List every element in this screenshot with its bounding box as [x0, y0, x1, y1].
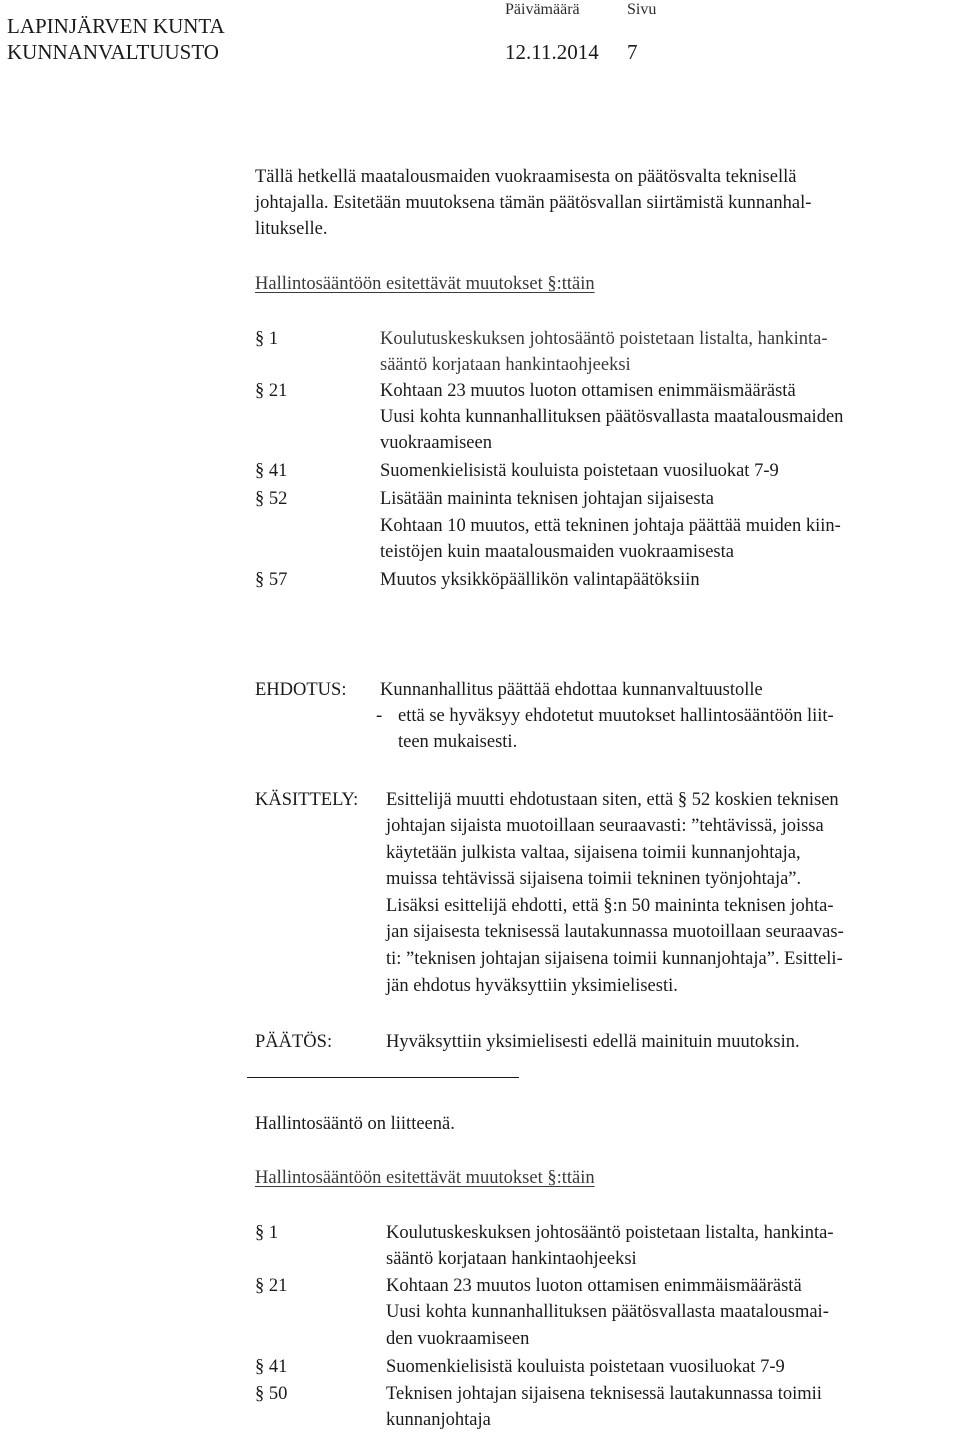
handling-line: jän ehdotus hyväksyttiin yksimielisesti. [386, 976, 678, 996]
section-number: § 41 [255, 1357, 288, 1377]
council-name: KUNNANVALTUUSTO [7, 40, 219, 64]
intro-line: Tällä hetkellä maatalousmaiden vuokraamisesta on päätösvalta teknisellä [255, 167, 797, 187]
change-line: Muutos yksikköpäällikön valintapäätöksiin [380, 570, 700, 590]
handling-line: Esittelijä muutti ehdotustaan siten, että § 52 koskien teknisen [386, 790, 839, 810]
change-line: sääntö korjataan hankintaohjeeksi [380, 355, 631, 375]
proposal-label: EHDOTUS: [255, 680, 347, 700]
change-line: den vuokraamiseen [386, 1329, 530, 1349]
change-line: teistöjen kuin maatalousmaiden vuokraamisesta [380, 542, 734, 562]
changes-heading: Hallintosääntöön esitettävät muutokset §:ttäin [255, 274, 595, 294]
proposal-text: Kunnanhallitus päättää ehdottaa kunnanvaltuustolle [380, 680, 763, 700]
section-number: § 21 [255, 1276, 288, 1296]
change-line: sääntö korjataan hankintaohjeeksi [386, 1249, 637, 1269]
proposal-item-line: teen mukaisesti. [398, 732, 518, 752]
handling-line: käytetään julkista valtaa, sijaisena toimii kunnanjohtaja, [386, 843, 801, 863]
change-line: Kohtaan 23 muutos luoton ottamisen enimmäismäärästä [380, 381, 796, 401]
change-line: vuokraamiseen [380, 433, 492, 453]
decision-text: Hyväksyttiin yksimielisesti edellä mainituin muutoksin. [386, 1032, 800, 1052]
section-number: § 50 [255, 1384, 288, 1404]
attachment-note: Hallintosääntö on liitteenä. [255, 1114, 455, 1134]
change-line: kunnanjohtaja [386, 1410, 491, 1430]
page-label: Sivu [627, 1, 657, 18]
date-label: Päivämäärä [505, 1, 580, 18]
change-line: Lisätään maininta teknisen johtajan sijaisesta [380, 489, 714, 509]
section-number: § 21 [255, 381, 288, 401]
municipality-name: LAPINJÄRVEN KUNTA [7, 14, 225, 38]
handling-line: Lisäksi esittelijä ehdotti, että §:n 50 maininta teknisen johta- [386, 896, 834, 916]
handling-line: jan sijaisesta teknisessä lautakunnassa muotoillaan seuraavas- [386, 922, 844, 942]
section-number: § 52 [255, 489, 288, 509]
change-line: Suomenkielisistä kouluista poistetaan vuosiluokat 7-9 [386, 1357, 785, 1377]
change-line: Kohtaan 10 muutos, että tekninen johtaja päättää muiden kiin- [380, 516, 841, 536]
section-number: § 41 [255, 461, 288, 481]
meeting-date: 12.11.2014 [505, 40, 599, 64]
change-line: Teknisen johtajan sijaisena teknisessä lautakunnassa toimii [386, 1384, 822, 1404]
section-number: § 1 [255, 1223, 279, 1243]
changes-heading: Hallintosääntöön esitettävät muutokset §:ttäin [255, 1168, 595, 1188]
decision-label: PÄÄTÖS: [255, 1032, 333, 1052]
change-line: Koulutuskeskuksen johtosääntö poistetaan listalta, hankinta- [386, 1223, 834, 1243]
change-line: Uusi kohta kunnanhallituksen päätösvallasta maatalousmaiden [380, 407, 844, 427]
handling-line: ti: ”teknisen johtajan sijaisena toimii kunnanjohtaja”. Esitteli- [386, 949, 843, 969]
change-line: Uusi kohta kunnanhallituksen päätösvallasta maatalousmai- [386, 1302, 829, 1322]
proposal-item-line: että se hyväksyy ehdotetut muutokset hallintosääntöön liit- [398, 706, 834, 726]
separator-line [247, 1077, 519, 1078]
section-number: § 1 [255, 329, 279, 349]
page-number: 7 [627, 40, 638, 64]
section-number: § 57 [255, 570, 288, 590]
change-line: Koulutuskeskuksen johtosääntö poistetaan listalta, hankinta- [380, 329, 828, 349]
handling-label: KÄSITTELY: [255, 790, 359, 810]
handling-line: johtajan sijaista muotoillaan seuraavasti: ”tehtävissä, joissa [386, 816, 824, 836]
change-line: Kohtaan 23 muutos luoton ottamisen enimmäismäärästä [386, 1276, 802, 1296]
proposal-dash: - [376, 706, 383, 726]
change-line: Suomenkielisistä kouluista poistetaan vuosiluokat 7-9 [380, 461, 779, 481]
intro-line: johtajalla. Esitetään muutoksena tämän päätösvallan siirtämistä kunnanhal- [255, 193, 812, 213]
handling-line: muissa tehtävissä sijaisena toimii tekninen työnjohtaja”. [386, 869, 802, 889]
intro-line: litukselle. [255, 219, 328, 239]
